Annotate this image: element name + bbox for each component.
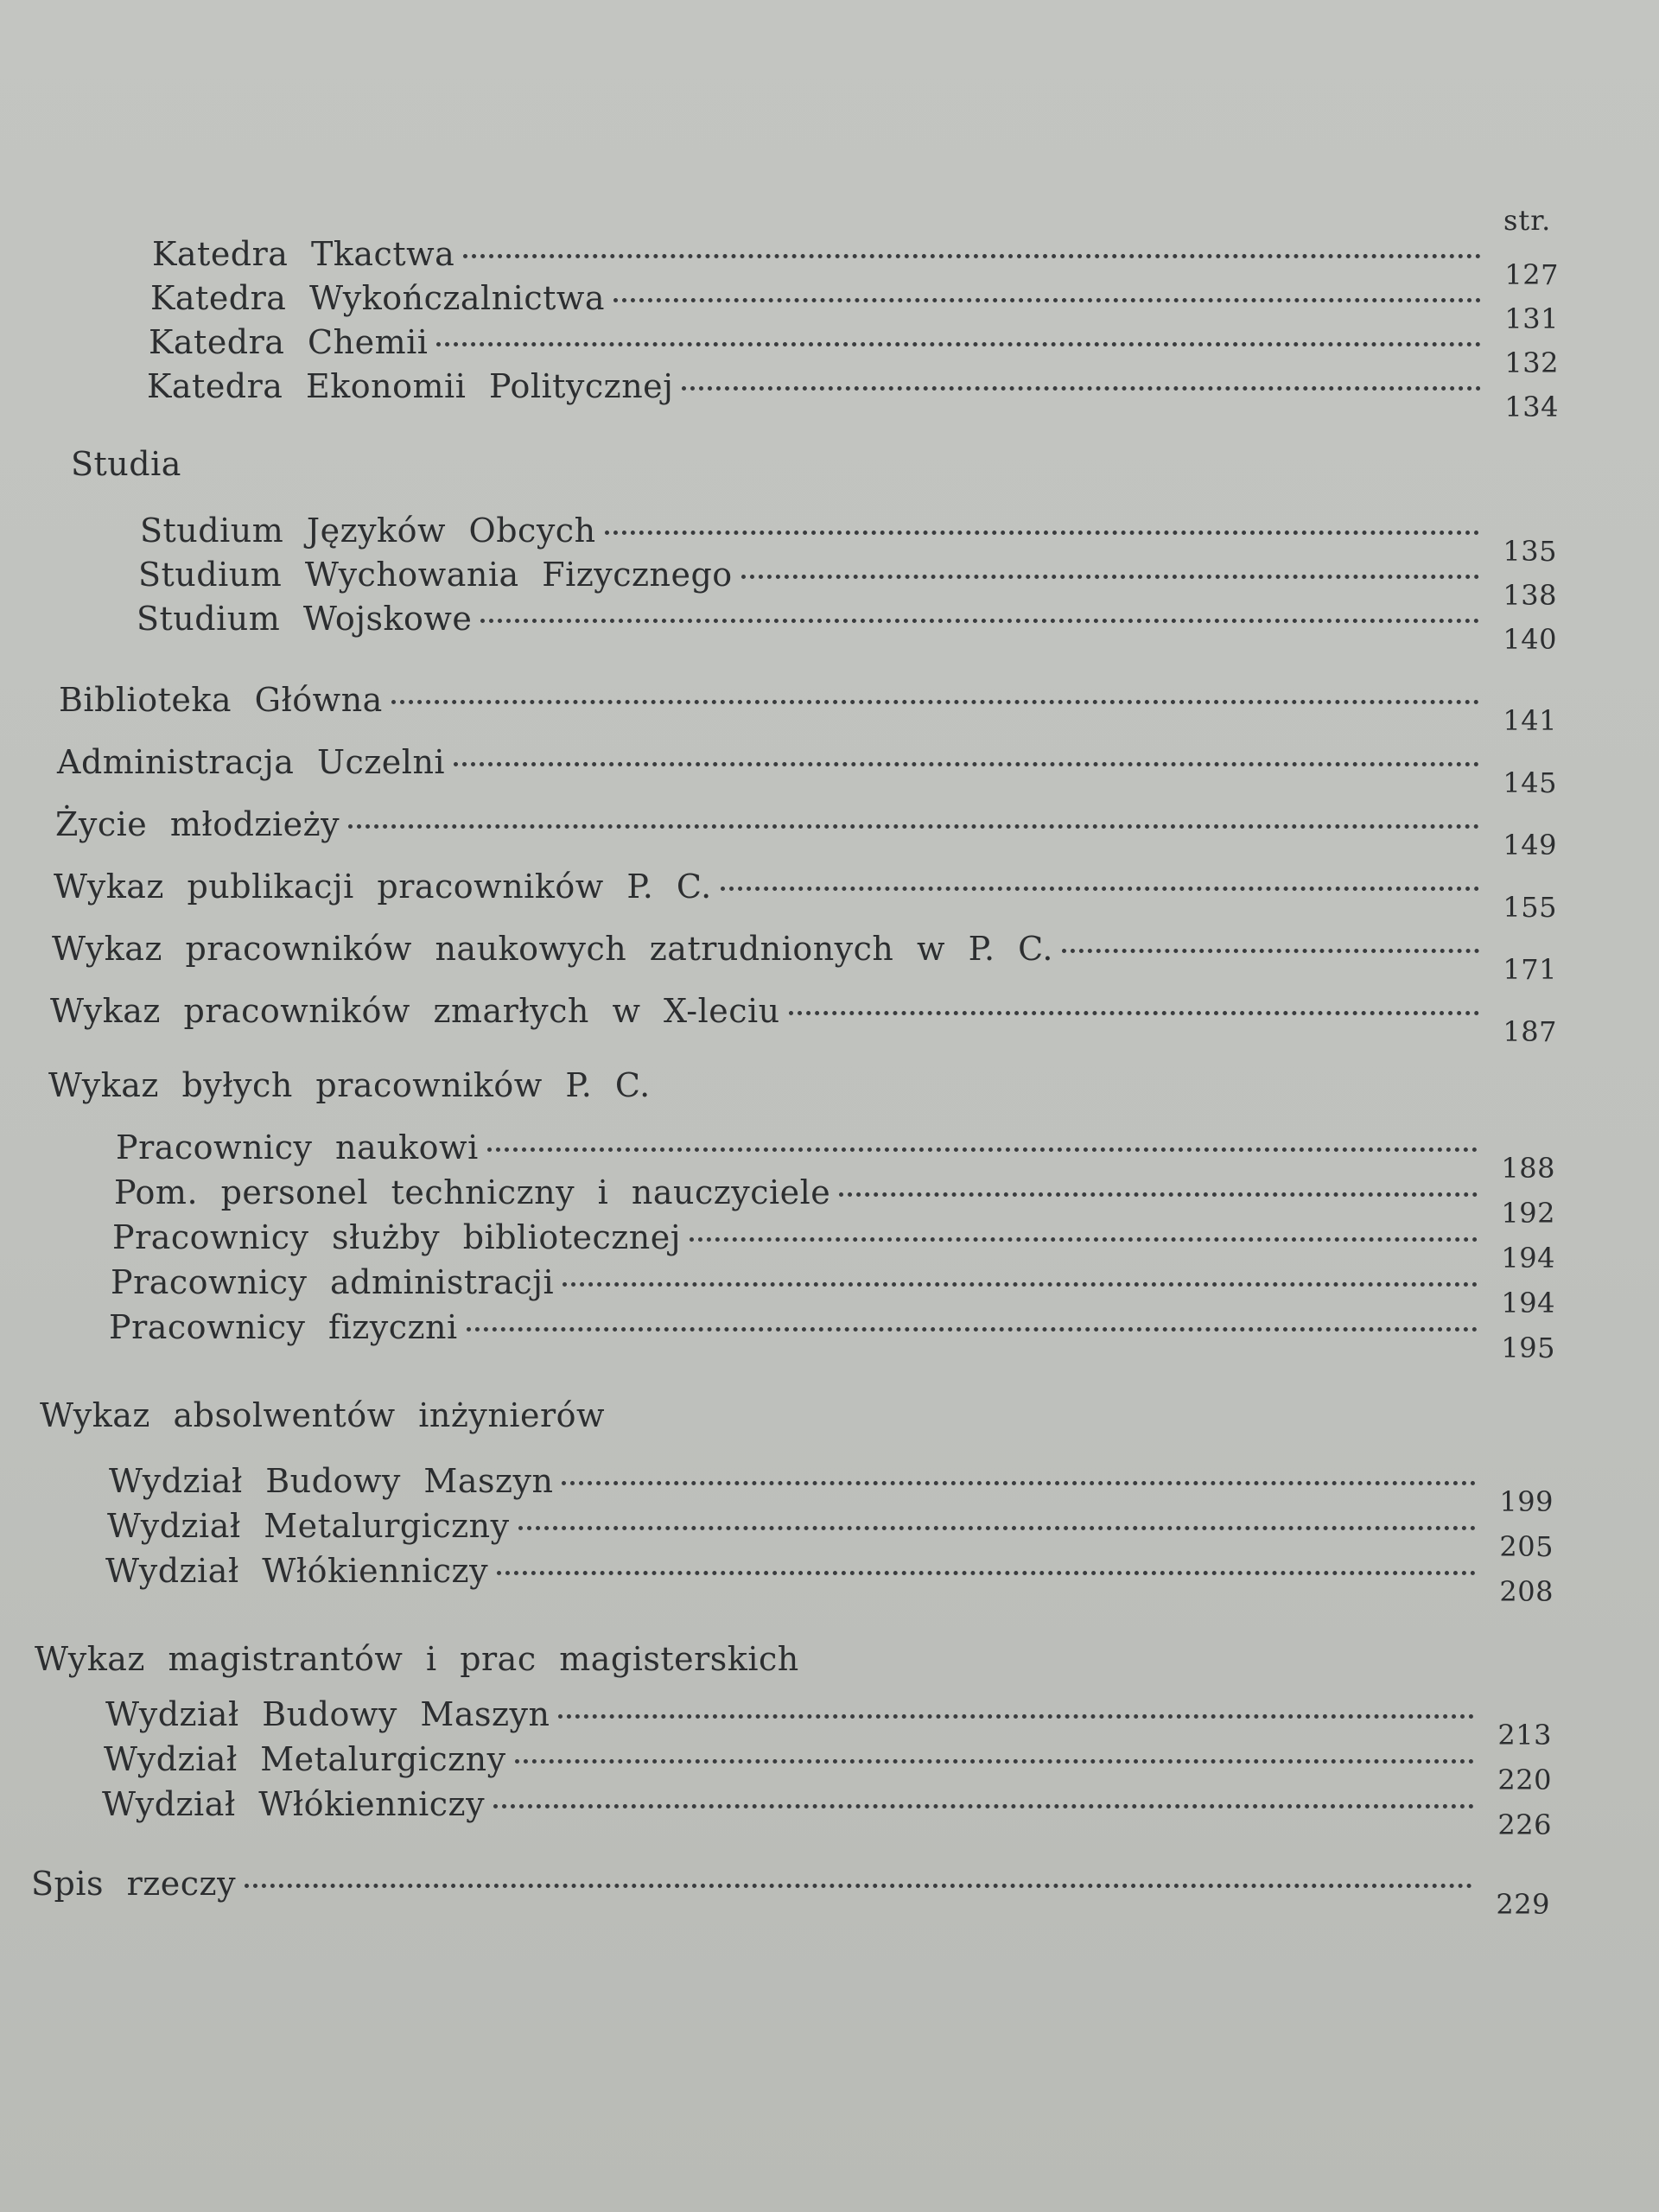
- toc-entry-page: 155: [1503, 891, 1557, 924]
- section-heading-studia: Studia: [71, 445, 181, 483]
- toc-entry-title: Studium Wojskowe: [137, 600, 473, 638]
- toc-entry-title: Katedra Ekonomii Politycznej: [147, 367, 674, 405]
- toc-entry: [52, 930, 1557, 986]
- toc-entry: [104, 1740, 1552, 1796]
- toc-entry-page: 132: [1504, 346, 1559, 379]
- toc-entry: [55, 805, 1557, 861]
- toc-entry-page: 127: [1504, 258, 1559, 291]
- dot-leader: [613, 298, 1481, 302]
- toc-entry-page: 131: [1504, 302, 1559, 335]
- toc-entry-title: Wydział Włókienniczy: [102, 1785, 486, 1823]
- dot-leader: [518, 1526, 1476, 1530]
- toc-entry-page: 149: [1503, 829, 1557, 861]
- toc-entry-page: 145: [1503, 766, 1557, 799]
- toc-entry-page: 194: [1501, 1242, 1555, 1274]
- dot-leader: [1062, 949, 1479, 953]
- toc-entry-page: 187: [1503, 1015, 1557, 1048]
- dot-leader: [493, 1804, 1474, 1808]
- dot-leader: [562, 1481, 1476, 1485]
- toc-entry: [109, 1462, 1554, 1518]
- toc-entry-page: 213: [1497, 1719, 1552, 1751]
- section-heading-byli: Wykaz byłych pracowników P. C.: [48, 1066, 651, 1104]
- toc-entry: [105, 1552, 1554, 1608]
- toc-entry-page: 141: [1503, 704, 1557, 737]
- toc-entry-page: 188: [1501, 1152, 1555, 1185]
- toc-entry-title: Pracownicy naukowi: [116, 1128, 479, 1166]
- toc-entry-page: 229: [1496, 1888, 1550, 1921]
- toc-entry: [149, 323, 1559, 379]
- toc-entry-title: Pom. personel techniczny i nauczyciele: [114, 1173, 831, 1211]
- toc-entry-page: 220: [1497, 1764, 1552, 1796]
- dot-leader: [497, 1571, 1476, 1575]
- section-heading-absolwenci: Wykaz absolwentów inżynierów: [40, 1396, 606, 1434]
- dot-leader: [721, 887, 1479, 891]
- page-column-label: str.: [1503, 204, 1552, 237]
- toc-entry: [112, 1218, 1555, 1274]
- toc-entry: [107, 1507, 1554, 1563]
- toc-entry-title: Studium Wychowania Fizycznego: [138, 556, 733, 594]
- toc-entry-page: 226: [1497, 1808, 1552, 1841]
- toc-entry-title: Katedra Chemii: [149, 323, 429, 361]
- toc-entry-title: Administracja Uczelni: [57, 743, 446, 781]
- toc-entry-title: Katedra Tkactwa: [152, 235, 455, 273]
- dot-leader: [558, 1714, 1474, 1719]
- toc-entry-page: 205: [1499, 1530, 1554, 1563]
- toc-entry-page: 208: [1499, 1575, 1554, 1608]
- dot-leader: [436, 342, 1481, 346]
- toc-entry: [150, 279, 1559, 335]
- dot-leader: [391, 700, 1479, 704]
- dot-leader: [741, 575, 1479, 579]
- toc-entry: [137, 600, 1557, 656]
- toc-entry-title: Wydział Budowy Maszyn: [105, 1695, 550, 1733]
- dot-leader: [348, 824, 1479, 829]
- toc-entry: [59, 681, 1557, 737]
- dot-leader: [563, 1282, 1478, 1287]
- toc-entry-title: Studium Języków Obcych: [140, 512, 596, 550]
- toc-entry-title: Wydział Metalurgiczny: [104, 1740, 506, 1778]
- dot-leader: [463, 254, 1481, 258]
- toc-entry-title: Wydział Włókienniczy: [105, 1552, 489, 1590]
- toc-entry: [105, 1695, 1552, 1751]
- toc-entry: [111, 1263, 1555, 1319]
- toc-entry: [147, 367, 1559, 423]
- toc-entry-title: Spis rzeczy: [31, 1865, 237, 1903]
- dot-leader: [789, 1011, 1479, 1015]
- section-heading-magistranci: Wykaz magistrantów i prac magisterskich: [35, 1640, 799, 1678]
- toc-entry-page: 140: [1503, 623, 1557, 656]
- toc-entry-title: Biblioteka Główna: [59, 681, 383, 719]
- toc-entry-page: 195: [1501, 1332, 1555, 1364]
- toc-entry: [50, 992, 1557, 1048]
- toc-entry-title: Pracownicy fizyczni: [109, 1308, 458, 1346]
- dot-leader: [839, 1192, 1478, 1197]
- dot-leader: [682, 386, 1481, 391]
- dot-leader: [480, 619, 1479, 623]
- toc-entry: [102, 1785, 1552, 1841]
- toc-entry-page: 199: [1499, 1485, 1554, 1518]
- toc-entry-title: Wydział Budowy Maszyn: [109, 1462, 554, 1500]
- toc-entry: [116, 1128, 1555, 1185]
- toc-entry-title: Wykaz publikacji pracowników P. C.: [54, 868, 712, 906]
- dot-leader: [467, 1327, 1478, 1332]
- toc-entry: [140, 512, 1557, 568]
- toc-entry: [152, 235, 1559, 291]
- toc-entry-page: 135: [1503, 535, 1557, 568]
- toc-entry-page: 194: [1501, 1287, 1555, 1319]
- toc-entry: [109, 1308, 1555, 1364]
- toc-entry: [54, 868, 1557, 924]
- dot-leader: [605, 531, 1479, 535]
- toc-entry-title: Katedra Wykończalnictwa: [150, 279, 606, 317]
- toc-entry-page: 138: [1503, 579, 1557, 612]
- dot-leader: [515, 1759, 1474, 1764]
- toc-entry: [138, 556, 1557, 612]
- dot-leader: [690, 1237, 1478, 1242]
- toc-entry-page: 192: [1501, 1197, 1555, 1230]
- toc-entry-title: Pracownicy administracji: [111, 1263, 555, 1301]
- toc-entry-page: 171: [1503, 953, 1557, 986]
- toc-entry-title: Wykaz pracowników naukowych zatrudnionych w P. C.: [52, 930, 1053, 968]
- toc-entry-title: Wydział Metalurgiczny: [107, 1507, 510, 1545]
- toc-entry-title: Wykaz pracowników zmarłych w X-leciu: [50, 992, 780, 1030]
- dot-leader: [245, 1884, 1472, 1888]
- dot-leader: [454, 762, 1479, 766]
- toc-entry: [114, 1173, 1555, 1230]
- toc-entry: [57, 743, 1557, 799]
- dot-leader: [487, 1147, 1478, 1152]
- toc-entry: [31, 1865, 1550, 1921]
- toc-entry-title: Pracownicy służby bibliotecznej: [112, 1218, 682, 1256]
- toc-entry-page: 134: [1504, 391, 1559, 423]
- toc-entry-title: Życie młodzieży: [55, 805, 340, 843]
